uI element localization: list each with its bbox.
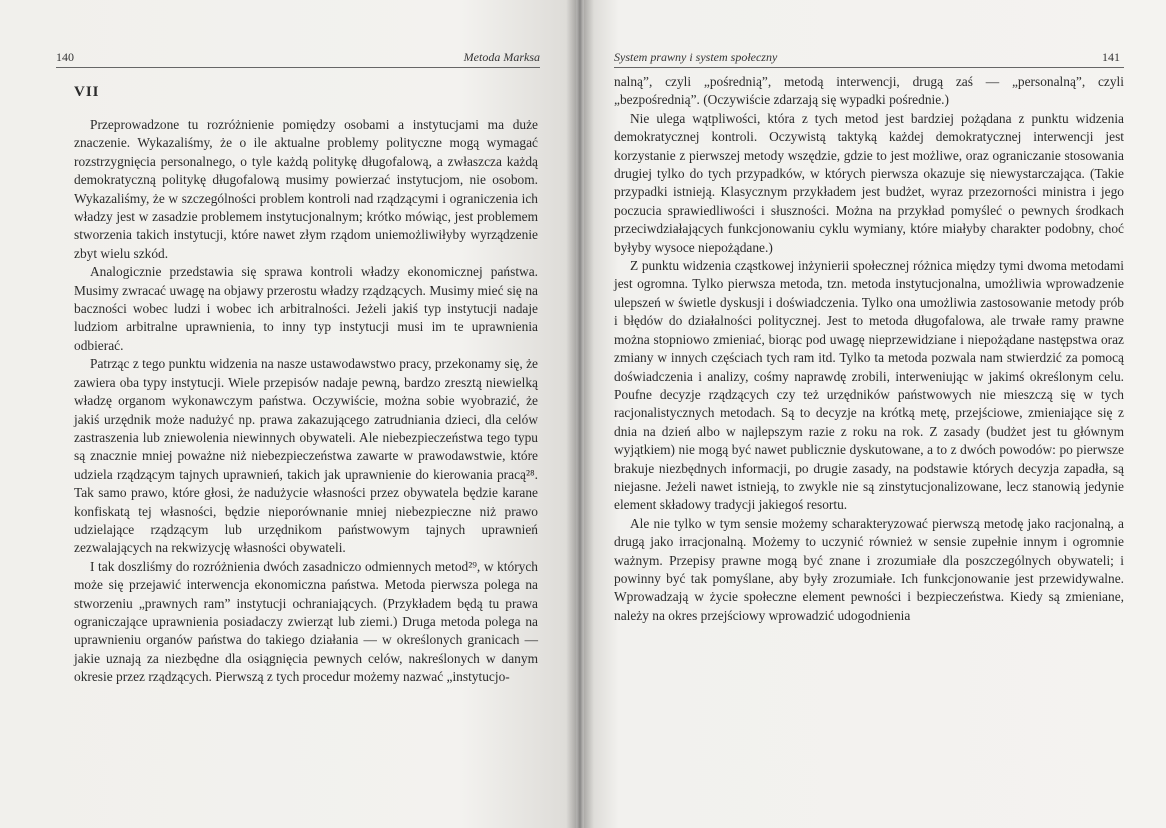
paragraph: I tak doszliśmy do rozróżnienia dwóch zasadniczo odmiennych metod²⁹, w których może się przejawić interwencja ekonomiczna państwa. Metoda pierwsza polega na stworzeniu „prawnych ram” instytucji ochraniających. (Przykładem będą tu prawa ograniczające uprawnienia posiadaczy zwierząt lub ziemi.) Druga metoda polega na uprawnieniu organów państwa do takiego działania — w określonych granicach — jakie uznają za niezbędne dla osiągnięcia pewnych celów, nakreślonych w danym okresie przez rządzących. Pierwszą z tych procedur możemy nazwać „instytucjo- bbox=[74, 558, 538, 685]
header-rule bbox=[56, 67, 540, 68]
page-number: 140 bbox=[56, 50, 74, 64]
header-rule bbox=[614, 67, 1124, 68]
left-page bbox=[0, 0, 576, 828]
paragraph: Z punktu widzenia cząstkowej inżynierii społecznej różnica między tymi dwoma metodami jest ogromna. Tylko pierwsza metoda, tzn. metoda instytucjonalna, umożliwia wprowadzenie ulepszeń w świetle dyskusji i doświadczenia. Tylko ona umożliwia zastosowanie metody prób i błędów do działalności politycznej. Jest to metoda długofalowa, ale trwałe ramy prawne można stopniowo zmieniać, biorąc pod uwagę nieprzewidziane i niepożądane następstwa oraz zmiany w innych częściach tych ram itd. Tylko ta metoda pozwala nam stwierdzić za pomocą doświadczenia i analizy, cośmy naprawdę zrobili, interweniując w jakimś określonym celu. Poufne decyzje rządzących czy też urzędników państwowych nie mieszczą się w tych racjonalistycznych metodach. Są to decyzje na krótką metę, przejściowe, zmieniające się z dnia na dzień albo w najlepszym razie z roku na rok. Z zasady (budżet jest tu głównym wyjątkiem) nie mogą być nawet publicznie dyskutowane, a to z dwóch powodów: po pierwsze brakuje niezbędnych informacji, po drugie zasady, na podstawie których decyzja zapadła, są niejasne. Jeżeli nawet istnieją, to zwykle nie są zinstytucjonalizowane, lecz stanowią jedynie element składowy tradycji jakiegoś resortu. bbox=[614, 258, 1124, 513]
running-head: System prawny i system społeczny bbox=[614, 50, 778, 64]
chapter-number: VII bbox=[74, 84, 100, 100]
paragraph: nalną”, czyli „pośrednią”, metodą interwencji, drugą zaś — „personalną”, czyli „bezpośrednią”. (Oczywiście zdarzają się wypadki pośrednie.) bbox=[614, 74, 1124, 108]
body-text bbox=[614, 73, 1124, 625]
paragraph: Przeprowadzone tu rozróżnienie pomiędzy osobami a instytucjami ma duże znaczenie. Wykazaliśmy, że o ile aktualne problemy polityczne mogą wymagać rozstrzygnięcia personalnego, o tyle każdą politykę długofalową, a zwłaszcza każdą demokratyczną politykę długofalową musimy powierzać instytucjom, nie osobom. Wykazaliśmy, że w szczególności problem kontroli nad rządzącymi i ograniczenia ich władzy jest w zasadzie problemem instytucjonalnym; krótko mówiąc, jest problemem stworzenia takich instytucji, które nawet złym rządom uniemożliwiłyby wyrządzenie zbyt wielu szkód. bbox=[74, 117, 538, 261]
paragraph: Ale nie tylko w tym sensie możemy scharakteryzować pierwszą metodę jako racjonalną, a drugą jako irracjonalną. Możemy to uczynić również w sensie zupełnie innym i ogromnie ważnym. Przepisy prawne mogą być znane i zrozumiałe dla poszczególnych obywateli; i powinny być tak pomyślane, aby były zrozumiałe. Ich funkcjonowanie jest przewidywalne. Wprowadzają w życie społeczne element pewności i bezpieczeństwa. Kiedy są zmieniane, należy na okres przejściowy wprowadzić udogodnienia bbox=[614, 515, 1124, 623]
page-number: 141 bbox=[1102, 50, 1120, 64]
paragraph: Patrząc z tego punktu widzenia na nasze ustawodawstwo pracy, przekonamy się, że zawiera oba typy instytucji. Wiele przepisów nadaje pewną, bardzo zresztą niewielką władzę organom wykonawczym państwa. Oczywiście, można sobie wyobrazić, że jakiś urzędnik może nadużyć np. prawa zakazującego zatrudniania dzieci, dla celów zastraszenia lub zniewolenia niewinnych obywateli. Ale niebezpieczeństwa tego typu są znacznie mniej poważne niż niebezpieczeństwa zawarte w prawodawstwie, które udziela rządzącym tajnych uprawnień, takich jak uprawnienie do kierowania pracą²⁸. Tak samo prawo, które głosi, że nadużycie własności przez obywatela będzie karane konfiskatą tej własności, będzie nieporównanie mniej niebezpieczne niż prawo udzielające rządzącym lub urzędnikom państwowym tajnych uprawnień zezwalających na rekwizycję własności obywateli. bbox=[74, 356, 538, 556]
right-page bbox=[584, 0, 1166, 828]
paragraph: Analogicznie przedstawia się sprawa kontroli władzy ekonomicznej państwa. Musimy zwracać uwagę na objawy przerostu władzy rządzących. Musimy mieć się na baczności wobec ludzi i wobec ich arbitralności. Jeżeli jakiś typ instytucji nadaje ludziom arbitralne uprawnienia, to inny typ instytucji musi im te uprawnienia odbierać. bbox=[74, 264, 538, 353]
running-head: Metoda Marksa bbox=[463, 50, 540, 64]
book-gutter bbox=[566, 0, 594, 828]
body-text bbox=[74, 116, 538, 687]
paragraph: Nie ulega wątpliwości, która z tych metod jest bardziej pożądana z punktu widzenia demokratycznej kontroli. Oczywistą taktyką każdej demokratycznej interwencji jest korzystanie z pierwszej metody wszędzie, gdzie to jest możliwe, oraz ograniczanie stosowania drugiej tylko do tych przypadków, w których pierwsza okazuje się niewystarczająca. (Takie przypadki istnieją. Klasycznym przykładem jest budżet, wyraz przezorności ministra i jego poczucia sprawiedliwości i słuszności. Można na przykład pomyśleć o pewnych środkach przeciwdziałających funkcjonowaniu cyklu wymiany, które miałyby charakter podobny, choć byłyby wysoce niepożądane.) bbox=[614, 110, 1124, 255]
